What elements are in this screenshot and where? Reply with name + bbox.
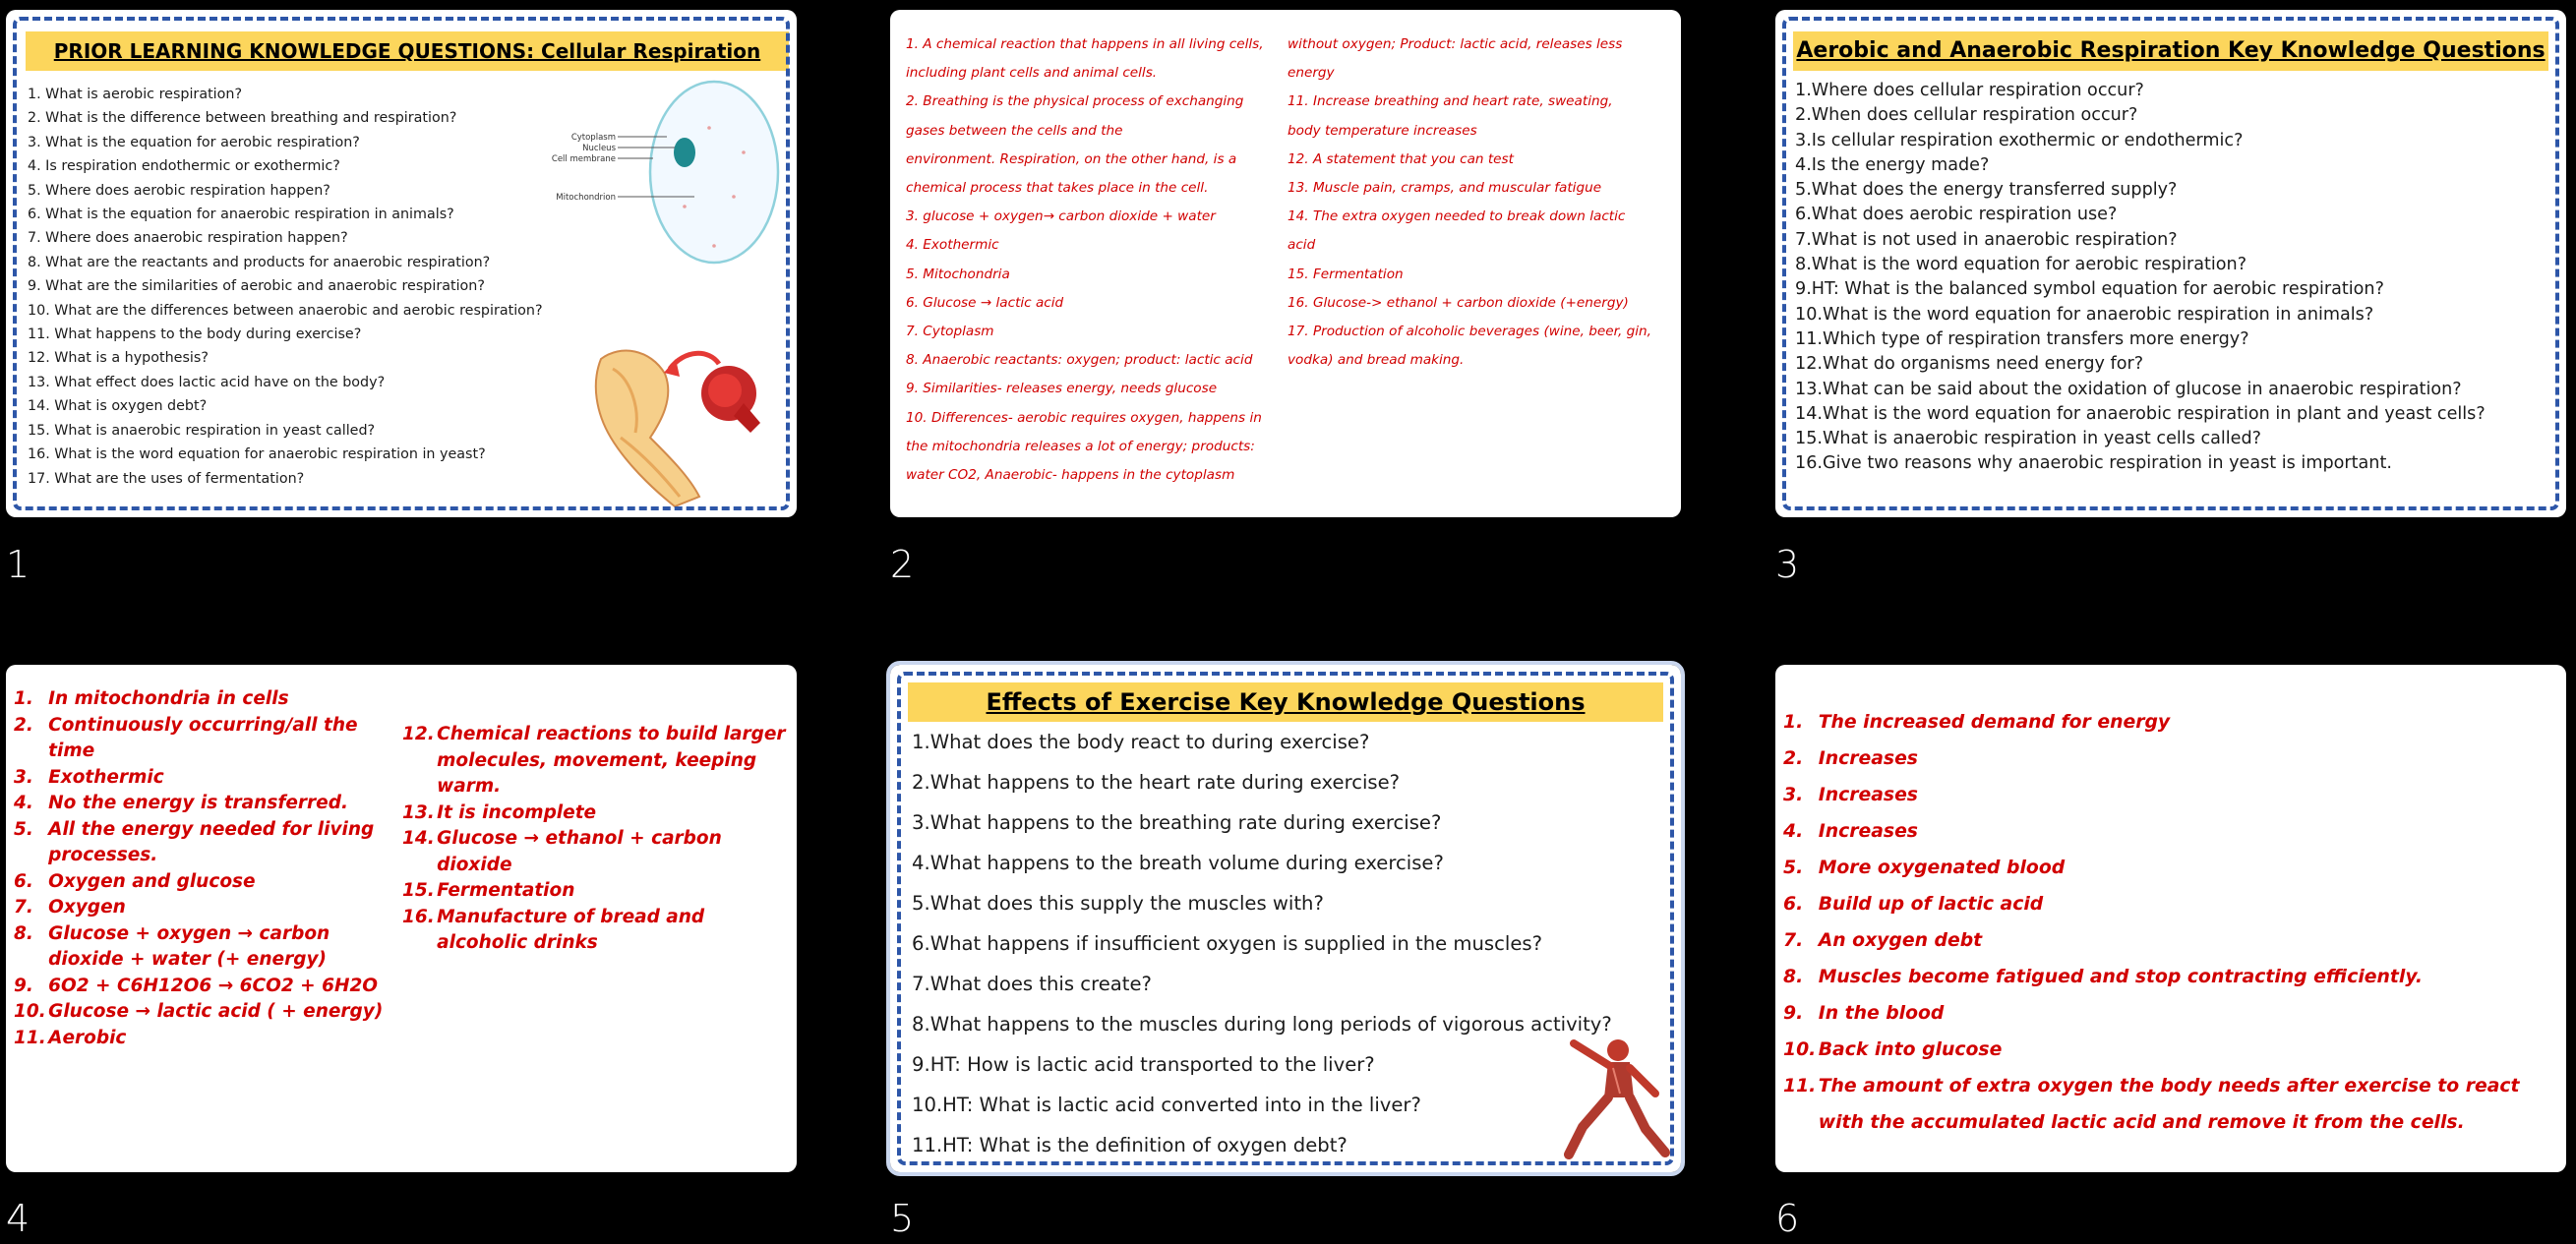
- item-text: Fermentation: [437, 880, 575, 901]
- question-list: [1795, 79, 2486, 477]
- question-item: 3.What happens to the breathing rate during exercise?: [912, 811, 1442, 834]
- cell-label: Nucleus: [582, 144, 616, 153]
- question-item: 12. What is a hypothesis?: [28, 350, 209, 367]
- answer-column-left: [906, 30, 1264, 490]
- answer-item: [1783, 850, 2550, 886]
- question-item: 9.HT: How is lactic acid transported to the liver?: [912, 1053, 1375, 1076]
- question-item: 11.Which type of respiration transfers more energy?: [1795, 328, 2249, 349]
- item-number: 11.: [14, 1027, 46, 1048]
- answer-item: [1783, 886, 2550, 922]
- question-item: 9.HT: What is the balanced symbol equation for aerobic respiration?: [1795, 279, 2384, 300]
- question-item: 9. What are the similarities of aerobic and anaerobic respiration?: [28, 278, 485, 295]
- answer-item: [402, 722, 791, 800]
- question-item: 11.HT: What is the definition of oxygen debt?: [912, 1134, 1348, 1156]
- question-item: 12.What do organisms need energy for?: [1795, 354, 2144, 375]
- answer-line: including plant cells and animal cells.: [906, 65, 1158, 82]
- answer-line: 4. Exothermic: [906, 237, 999, 254]
- slide-thumbnail-1[interactable]: [6, 10, 797, 517]
- answer-column-right: [1288, 30, 1651, 375]
- answer-item: [14, 974, 397, 1000]
- answer-item: [1783, 813, 2550, 850]
- item-text: Muscles become fatigued and stop contracting efficiently.: [1818, 967, 2423, 987]
- question-item: 1. What is aerobic respiration?: [28, 87, 243, 102]
- item-text: Increases: [1818, 821, 1918, 842]
- item-number: 15.: [402, 880, 435, 901]
- question-item: 10.HT: What is lactic acid converted into in the liver?: [912, 1094, 1421, 1116]
- question-item: 3.Is cellular respiration exothermic or endothermic?: [1795, 130, 2244, 150]
- item-text: All the energy needed for living processes.: [48, 818, 375, 865]
- cell-label: Cytoplasm: [570, 133, 616, 143]
- slide-title: Effects of Exercise Key Knowledge Questions: [908, 682, 1663, 722]
- question-item: 15.What is anaerobic respiration in yeast cells called?: [1795, 429, 2262, 449]
- answer-item: [1783, 995, 2550, 1032]
- item-text: It is incomplete: [437, 801, 597, 823]
- answer-line: vodka) and bread making.: [1288, 352, 1465, 369]
- answer-item: [1783, 777, 2550, 813]
- item-text: Exothermic: [48, 766, 164, 788]
- answer-item: [402, 878, 791, 905]
- item-text: Aerobic: [48, 1027, 127, 1048]
- slide-thumbnail-6[interactable]: [1775, 665, 2566, 1172]
- answer-item: [14, 791, 397, 817]
- slide-number: 6: [1775, 1197, 1800, 1240]
- item-number: 2.: [1783, 748, 1804, 769]
- question-item: 11. What happens to the body during exercise?: [28, 326, 362, 343]
- item-text: Manufacture of bread and alcoholic drinks: [437, 906, 705, 953]
- answer-line: 15. Fermentation: [1288, 266, 1404, 282]
- answer-item: [14, 713, 397, 765]
- item-number: 2.: [14, 714, 33, 736]
- question-item: 7.What does this create?: [912, 973, 1152, 995]
- question-item: 4.What happens to the breath volume during exercise?: [912, 852, 1444, 874]
- answer-item: [14, 869, 397, 896]
- answer-item: [402, 826, 791, 878]
- slide-number: 3: [1775, 543, 1800, 586]
- answer-item: [402, 800, 791, 827]
- question-item: 4.Is the energy made?: [1795, 154, 1990, 175]
- item-text: Oxygen: [48, 897, 126, 918]
- answer-line: 9. Similarities- releases energy, needs glucose: [906, 381, 1218, 397]
- question-item: 5.What does the energy transferred supply?: [1795, 180, 2178, 201]
- answer-line: 12. A statement that you can test: [1288, 150, 1514, 167]
- question-item: 6. What is the equation for anaerobic respiration in animals?: [28, 207, 454, 223]
- question-item: 2. What is the difference between breathing and respiration?: [28, 110, 457, 127]
- answer-line: without oxygen; Product: lactic acid, releases less: [1288, 36, 1623, 52]
- item-number: 3.: [14, 766, 33, 788]
- answer-line: 8. Anaerobic reactants: oxygen; product: lactic acid: [906, 352, 1253, 369]
- item-number: 12.: [402, 724, 435, 744]
- answer-line: energy: [1288, 65, 1335, 82]
- cell-label: Mitochondrion: [556, 193, 616, 203]
- answer-item: [14, 765, 397, 792]
- answer-line: gases between the cells and the: [906, 122, 1123, 139]
- item-text: Increases: [1818, 748, 1918, 769]
- answer-item: [1783, 922, 2550, 959]
- answer-line: 5. Mitochondria: [906, 266, 1010, 282]
- answer-line: 14. The extra oxygen needed to break down lactic: [1288, 208, 1626, 225]
- answer-line: chemical process that takes place in the cell.: [906, 180, 1209, 197]
- question-item: 8.What happens to the muscles during long periods of vigorous activity?: [912, 1013, 1612, 1036]
- question-item: 7.What is not used in anaerobic respiration?: [1795, 229, 2178, 250]
- slide-number: 1: [6, 543, 30, 586]
- question-item: 17. What are the uses of fermentation?: [28, 470, 305, 487]
- question-item: 2.What happens to the heart rate during exercise?: [912, 771, 1401, 794]
- question-list: [28, 83, 543, 491]
- item-text: The increased demand for energy: [1818, 712, 2171, 733]
- answer-item: [1783, 1032, 2550, 1068]
- slide-thumbnail-5[interactable]: [890, 665, 1681, 1172]
- answer-item: [14, 921, 397, 974]
- answer-item: [1783, 704, 2550, 740]
- item-number: 4.: [14, 793, 33, 813]
- answer-line: body temperature increases: [1288, 122, 1477, 139]
- item-text: Glucose → lactic acid ( + energy): [48, 1001, 384, 1022]
- item-text: Increases: [1818, 785, 1918, 805]
- slide-title: PRIOR LEARNING KNOWLEDGE QUESTIONS: Cellular Respiration: [26, 31, 789, 71]
- nucleus-shape: [674, 138, 695, 167]
- item-number: 1.: [14, 688, 33, 709]
- question-item: 6.What happens if insufficient oxygen is supplied in the muscles?: [912, 932, 1542, 955]
- question-item: 6.What does aerobic respiration use?: [1795, 205, 2118, 225]
- item-number: 13.: [402, 801, 435, 823]
- slide-thumbnail-3[interactable]: [1775, 10, 2566, 517]
- answer-item: [402, 905, 791, 957]
- answer-item: [1783, 1068, 2550, 1141]
- answer-line: 2. Breathing is the physical process of exchanging: [906, 93, 1244, 110]
- answer-item: [14, 999, 397, 1026]
- question-item: 1.Where does cellular respiration occur?: [1795, 81, 2144, 100]
- answer-column-left: [14, 686, 397, 1051]
- item-text: 6O2 + C6H12O6 → 6CO2 + 6H2O: [48, 975, 379, 996]
- question-item: 14.What is the word equation for anaerobic respiration in plant and yeast cells?: [1795, 403, 2486, 424]
- item-number: 7.: [1783, 930, 1804, 951]
- item-number: 8.: [1783, 967, 1804, 987]
- item-number: 6.: [14, 870, 33, 892]
- question-item: 13. What effect does lactic acid have on the body?: [28, 374, 386, 390]
- item-number: 1.: [1783, 712, 1804, 733]
- flexed-arm-muscle-illustration: [581, 339, 763, 511]
- question-item: 10. What are the differences between anaerobic and aerobic respiration?: [28, 302, 543, 319]
- item-text: In the blood: [1818, 1003, 1945, 1024]
- question-item: 5. Where does aerobic respiration happen?: [28, 182, 330, 199]
- cell-membrane-shape: [650, 82, 778, 263]
- slide-number: 5: [890, 1197, 915, 1240]
- item-text: Back into glucose: [1818, 1039, 2003, 1060]
- question-item: 16.Give two reasons why anaerobic respiration in yeast is important.: [1795, 453, 2392, 474]
- question-item: 3. What is the equation for aerobic respiration?: [28, 134, 360, 150]
- answer-item: [14, 895, 397, 921]
- item-number: 4.: [1783, 821, 1804, 842]
- question-item: 8.What is the word equation for aerobic respiration?: [1795, 255, 2247, 275]
- question-list: [912, 722, 1612, 1165]
- item-text: Glucose → ethanol + carbon dioxide: [437, 828, 722, 875]
- muscular-figure-illustration: [1559, 1029, 1672, 1164]
- answer-line: 6. Glucose → lactic acid: [906, 294, 1064, 311]
- answer-line: 16. Glucose-> ethanol + carbon dioxide (+energy): [1288, 294, 1629, 311]
- slide-thumbnail-2[interactable]: [890, 10, 1681, 517]
- cell-label: Cell membrane: [551, 154, 616, 164]
- question-item: 5.What does this supply the muscles with?: [912, 892, 1324, 915]
- question-item: 14. What is oxygen debt?: [28, 398, 208, 415]
- item-number: 5.: [14, 818, 33, 840]
- slide-number: 4: [6, 1197, 30, 1240]
- item-text: Oxygen and glucose: [48, 870, 256, 892]
- answer-line: 11. Increase breathing and heart rate, sweating,: [1288, 93, 1613, 110]
- answer-line: 13. Muscle pain, cramps, and muscular fatigue: [1288, 180, 1602, 197]
- answer-item: [14, 817, 397, 869]
- item-number: 11.: [1783, 1076, 1817, 1096]
- item-number: 5.: [1783, 858, 1804, 878]
- item-number: 14.: [402, 828, 435, 849]
- answer-list: [1783, 704, 2550, 1141]
- answer-line: acid: [1288, 237, 1316, 254]
- answer-line: environment. Respiration, on the other hand, is a: [906, 150, 1237, 167]
- answer-column-right: [402, 722, 791, 957]
- item-text: Build up of lactic acid: [1818, 894, 2044, 915]
- item-number: 6.: [1783, 894, 1804, 915]
- slide-title: Aerobic and Anaerobic Respiration Key Knowledge Questions: [1793, 31, 2548, 71]
- item-text: Continuously occurring/all the time: [48, 714, 358, 761]
- answer-item: [14, 1026, 397, 1052]
- item-text: More oxygenated blood: [1818, 858, 2066, 878]
- answer-line: the mitochondria releases a lot of energy; products:: [906, 438, 1255, 454]
- question-item: 7. Where does anaerobic respiration happen?: [28, 230, 348, 247]
- question-item: 4. Is respiration endothermic or exothermic?: [28, 158, 340, 175]
- answer-line: water CO2, Anaerobic- happens in the cytoplasm: [906, 467, 1235, 484]
- answer-item: [1783, 740, 2550, 777]
- item-text: In mitochondria in cells: [48, 688, 289, 709]
- answer-line: 7. Cytoplasm: [906, 324, 994, 340]
- question-item: 2.When does cellular respiration occur?: [1795, 105, 2138, 126]
- question-item: 16. What is the word equation for anaerobic respiration in yeast?: [28, 446, 486, 463]
- item-number: 3.: [1783, 785, 1804, 805]
- answer-line: 10. Differences- aerobic requires oxygen, happens in: [906, 409, 1262, 426]
- question-item: 15. What is anaerobic respiration in yeast called?: [28, 422, 376, 439]
- item-number: 16.: [402, 906, 435, 927]
- answer-item: [14, 686, 397, 713]
- item-number: 9.: [1783, 1003, 1804, 1024]
- slide-number: 2: [890, 543, 915, 586]
- item-number: 9.: [14, 975, 33, 996]
- animal-cell-diagram: [537, 79, 783, 285]
- answer-item: [1783, 959, 2550, 995]
- slide-thumbnail-4[interactable]: [6, 665, 797, 1172]
- item-number: 10.: [1783, 1039, 1817, 1060]
- question-item: 10.What is the word equation for anaerobic respiration in animals?: [1795, 304, 2374, 325]
- question-item: 13.What can be said about the oxidation of glucose in anaerobic respiration?: [1795, 379, 2462, 399]
- item-text: Glucose + oxygen → carbon dioxide + water (+ energy): [48, 922, 330, 970]
- item-text: The amount of extra oxygen the body needs after exercise to react with the accumulated lactic acid and remove it from the cells.: [1818, 1076, 2520, 1133]
- item-number: 10.: [14, 1001, 46, 1022]
- answer-line: 17. Production of alcoholic beverages (wine, beer, gin,: [1288, 324, 1651, 340]
- answer-line: 1. A chemical reaction that happens in all living cells,: [906, 36, 1264, 52]
- item-number: 7.: [14, 897, 33, 918]
- item-text: Chemical reactions to build larger molecules, movement, keeping warm.: [437, 724, 786, 797]
- question-item: 1.What does the body react to during exercise?: [912, 731, 1370, 753]
- question-item: 8. What are the reactants and products for anaerobic respiration?: [28, 254, 491, 270]
- item-text: No the energy is transferred.: [48, 793, 348, 813]
- item-number: 8.: [14, 922, 33, 944]
- item-text: An oxygen debt: [1818, 930, 1983, 951]
- answer-line: 3. glucose + oxygen→ carbon dioxide + water: [906, 208, 1216, 225]
